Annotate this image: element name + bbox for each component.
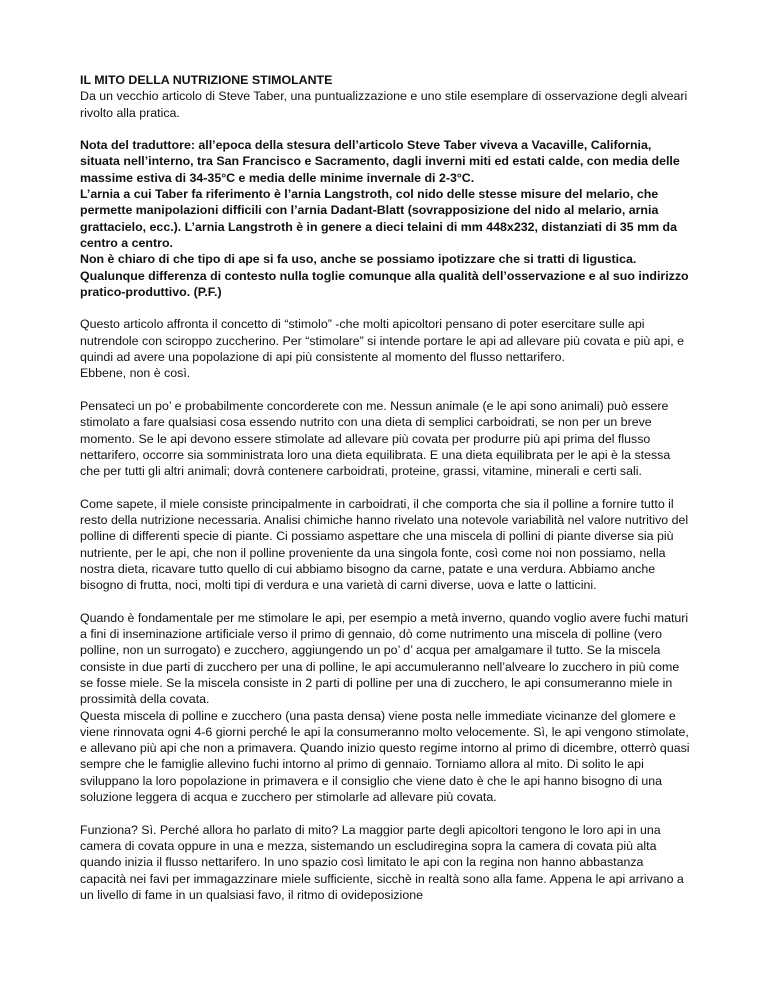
translator-note <box>80 137 692 300</box>
paragraph-line: Pensateci un po’ e probabilmente concorderete con me. Nessun animale (e le api sono animali) può essere stimolato a fare qualsiasi cosa essendo nutrito con una dieta di semplici carboidrati, se non per un breve momento. Se le api devono essere stimolate ad allevare più covata per produrre più api prima del flusso nettarifero, occorre sia somministrata loro una dieta equilibrata. E una dieta equilibrata per le api è la stessa che per tutti gli altri animali; dovrà contenere carboidrati, proteine, grassi, vitamine, minerali e certi sali. <box>80 398 671 479</box>
body-paragraph-intro <box>80 316 692 381</box>
paragraph-line: Questo articolo affronta il concetto di “stimolo” -che molti apicoltori pensano di poter esercitare sulle api nutrendole con sciroppo zuccherino. Per “stimolare” si intende portare le api ad allevare più covata e più api, e quindi ad avere una popolazione di api più consistente al momento del flusso nettarifero. <box>80 317 685 365</box>
body-paragraph-diet <box>80 398 692 479</box>
paragraph-line: Quando è fondamentale per me stimolare le api, per esempio a metà inverno, quando voglio avere fuchi maturi a fini di inseminazione artificiale verso il primo di gennaio, dò come nutrimento una miscela di polline (vero polline, non un surrogato) e zucchero, aggiungendo un po’ d’ acqua per amalgamare il tutto. Se la miscela consiste in due parti di zucchero per una di polline, le api accumuleranno nell’alveare lo zucchero in più come se fosse miele. Se la miscela consiste in 2 parti di polline per una di zucchero, le api consumeranno miele in prossimità della covata. <box>80 610 689 707</box>
document-title: IL MITO DELLA NUTRIZIONE STIMOLANTE <box>80 73 333 87</box>
body-paragraph-winter-feeding <box>80 610 692 806</box>
paragraph-line: Come sapete, il miele consiste principalmente in carboidrati, il che comporta che sia il polline a fornire tutto il resto della nutrizione necessaria. Analisi chimiche hanno rivelato una notevole variabilità nel valore nutritivo del polline di differenti specie di piante. Ci possiamo aspettare che una miscela di pollini di piante diverse sia più nutriente, per le api, che non il polline proveniente da una singola fonte, così come noi non possiamo, nella nostra dieta, ricavare tutto quello di cui abbiamo bisogno da carne, patate e una verdura. Abbiamo anche bisogno di frutta, noci, molti tipi di verdura e una varietà di carni diverse, uova e latte o latticini. <box>80 496 689 593</box>
translator-note-line: Non è chiaro di che tipo di ape si fa uso, anche se possiamo ipotizzare che si tratti di ligustica. <box>80 252 637 267</box>
document-header <box>80 72 692 121</box>
body-paragraph-myth <box>80 822 692 903</box>
document-page <box>80 72 692 919</box>
translator-note-line: L’arnia a cui Taber fa riferimento è l’arnia Langstroth, col nido delle stesse misure del melario, che permette manipolazioni difficili con l’arnia Dadant-Blatt (sovrapposizione del nido al melario, arnia grattacielo, ecc.). L’arnia Langstroth è in genere a dieci telaini di mm 448x232, distanziati di 35 mm da centro a centro. <box>80 187 678 250</box>
translator-note-line: Qualunque differenza di contesto nulla toglie comunque alla qualità dell’osservazione e al suo indirizzo pratico-produttivo. (P.F.) <box>80 268 689 299</box>
body-paragraph-pollen <box>80 496 692 594</box>
paragraph-line: Funziona? Sì. Perché allora ho parlato di mito? La maggior parte degli apicoltori tengono le loro api in una camera di covata oppure in una e mezza, sistemando un escludiregina sopra la camera di covata più alta quando inizia il flusso nettarifero. In uno spazio così limitato le api con la regina non hanno abbastanza capacità nei favi per immagazzinare miele sufficiente, sicchè in realtà sono alla fame. Appena le api arrivano a un livello di fame in un qualsiasi favo, il ritmo di ovideposizione <box>80 822 684 902</box>
paragraph-line: Questa miscela di polline e zucchero (una pasta densa) viene posta nelle immediate vicinanze del glomere e viene rinnovata ogni 4-6 giorni perché le api la consumeranno molto velocemente. Sì, le api vengono stimolate, e allevano più api che non a primavera. Quando inizio questo regime intorno al primo di dicembre, otterrò quasi sempre che le famiglie allevino fuchi intorno al primo di gennaio. Torniamo allora al mito. Di solito le api sviluppano la loro popolazione in primavera e il consiglio che viene dato è che le api hanno bisogno di una soluzione leggera di acqua e zucchero per stimolarle ad allevare più covata. <box>80 708 690 805</box>
document-subtitle: Da un vecchio articolo di Steve Taber, una puntualizzazione e uno stile esemplare di osservazione degli alveari rivolto alla pratica. <box>80 89 688 120</box>
translator-note-line: Nota del traduttore: all’epoca della stesura dell’articolo Steve Taber viveva a Vacaville, California, situata nell’interno, tra San Francisco e Sacramento, dagli inverni miti ed estati calde, con media delle massime estiva di 34-35°C e media delle minime invernale di 2-3°C. <box>80 138 680 185</box>
paragraph-line: Ebbene, non è così. <box>80 366 191 381</box>
